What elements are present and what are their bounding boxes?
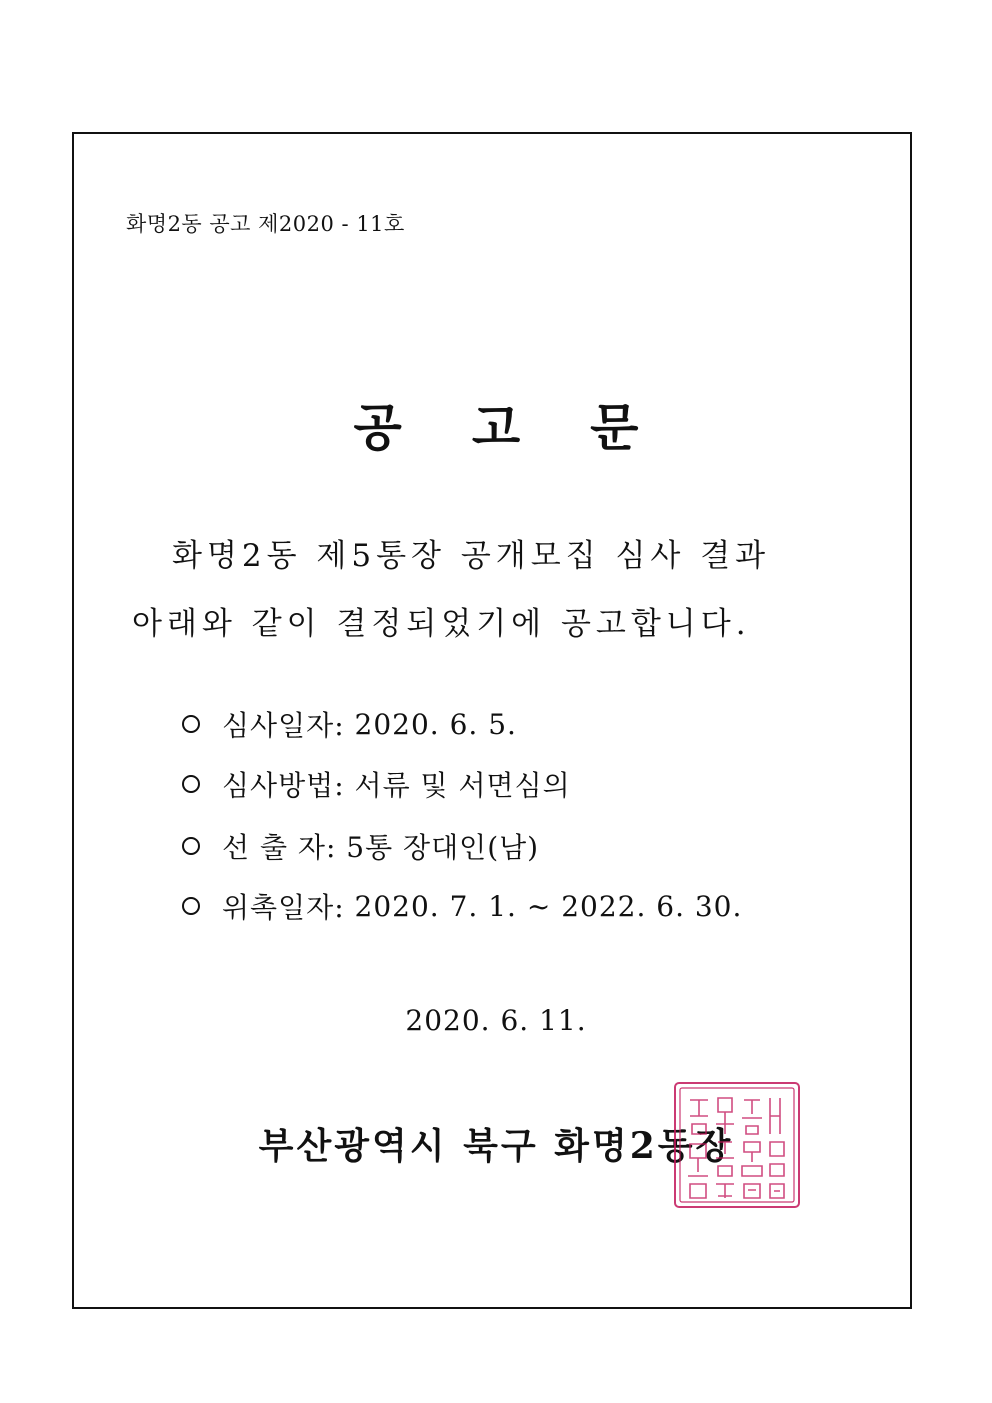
list-item-selected-person — [182, 826, 539, 866]
item-label: 선 출 자: — [222, 831, 337, 864]
item-label: 위촉일자: — [222, 891, 345, 924]
circle-bullet-icon — [182, 897, 200, 915]
item-value: 서류 및 서면심의 — [354, 769, 571, 802]
circle-bullet-icon — [182, 837, 200, 855]
list-item-review-date — [182, 704, 517, 744]
official-seal-stamp — [672, 1080, 802, 1210]
item-label: 심사방법: — [222, 769, 345, 802]
body-text-line-1: 화명2동 제5통장 공개모집 심사 결과 — [172, 538, 771, 574]
item-value: 5통 장대인(남) — [346, 831, 540, 864]
list-item-review-method — [182, 764, 571, 804]
circle-bullet-icon — [182, 715, 200, 733]
notice-number: 화명2동 공고 제2020 - 11호 — [126, 212, 405, 236]
circle-bullet-icon — [182, 775, 200, 793]
item-value: 2020. 7. 1. ~ 2022. 6. 30. — [354, 889, 743, 923]
issue-date: 2020. 6. 11. — [405, 1004, 587, 1037]
body-text-line-2: 아래와 같이 결정되었기에 공고합니다. — [132, 606, 751, 642]
document-title: 공고문 — [353, 399, 709, 457]
item-label: 심사일자: — [222, 709, 345, 742]
issuer-name: 부산광역시 북구 화명2동장 — [258, 1125, 734, 1167]
item-value: 2020. 6. 5. — [354, 707, 517, 741]
list-item-appointment-period — [182, 886, 742, 926]
